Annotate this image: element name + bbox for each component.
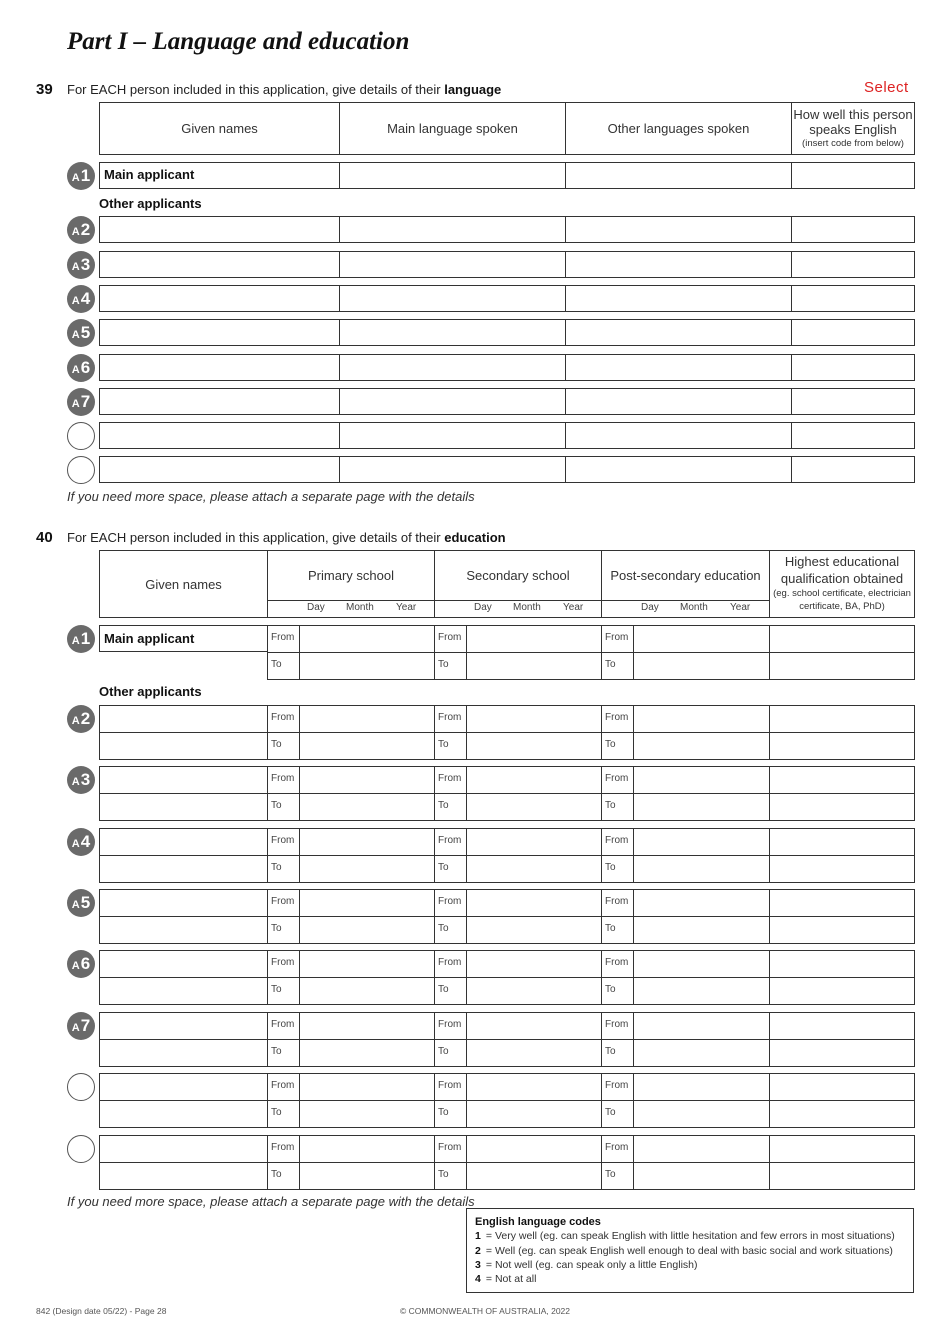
english-code-input[interactable]: [791, 251, 915, 278]
applicant-badge: [67, 319, 95, 347]
to-label: To: [605, 739, 616, 750]
applicant-badge: [67, 705, 95, 733]
date-to-input[interactable]: [466, 793, 602, 821]
given-names-input[interactable]: [99, 1162, 268, 1190]
main-language-input[interactable]: [339, 251, 566, 278]
applicant-badge: [67, 625, 95, 653]
from-label: From: [271, 712, 295, 723]
applicant-badge: [67, 1135, 95, 1163]
date-label-day: Day: [641, 602, 659, 613]
main-language-input[interactable]: [339, 216, 566, 243]
applicant-badge: [67, 422, 95, 450]
footer-center: © COMMONWEALTH OF AUSTRALIA, 2022: [400, 1306, 570, 1316]
from-label: From: [438, 896, 462, 907]
main-language-input[interactable]: [339, 162, 566, 189]
to-label: To: [271, 800, 282, 811]
question-39-text: [67, 82, 501, 97]
code-number: 2: [475, 1244, 481, 1257]
from-label: From: [605, 712, 629, 723]
badge-prefix: A: [71, 1022, 80, 1034]
date-from-input[interactable]: [633, 1135, 770, 1163]
from-label: From: [271, 1080, 295, 1091]
other-languages-input[interactable]: [565, 456, 792, 483]
to-label: To: [438, 800, 449, 811]
date-from-input[interactable]: [466, 1073, 602, 1101]
header-highest-line3: (eg. school certificate, electrician: [773, 588, 911, 599]
header-how-well-line1: How well this person: [793, 107, 913, 122]
to-label: To: [605, 1046, 616, 1057]
given-names-input[interactable]: [99, 1012, 268, 1040]
to-label: To: [605, 984, 616, 995]
other-languages-input[interactable]: [565, 319, 792, 346]
given-names-input[interactable]: [99, 828, 268, 856]
header-secondary: Secondary school: [466, 567, 570, 583]
to-label: To: [605, 659, 616, 670]
header-other-languages: Other languages spoken: [607, 121, 750, 136]
date-label-year: Year: [563, 602, 584, 613]
code-text: = Well (eg. can speak English well enough to deal with basic social and work situations): [485, 1244, 893, 1257]
date-to-input[interactable]: [299, 1039, 435, 1067]
question-40-text-prefix: For EACH person included in this application, give details of their: [67, 530, 441, 545]
header-given-names-40: Given names: [145, 576, 222, 592]
badge-number: 3: [80, 770, 91, 789]
question-39-number: 39: [36, 81, 53, 98]
given-names-input[interactable]: [99, 388, 340, 415]
other-applicants-label-40: Other applicants: [99, 684, 202, 699]
badge-number: 6: [80, 954, 91, 973]
code-text: = Not well (eg. can speak only a little English): [485, 1258, 698, 1271]
badge-prefix: A: [71, 838, 80, 850]
to-label: To: [605, 800, 616, 811]
qualification-input[interactable]: [769, 916, 915, 944]
qualification-input[interactable]: [769, 652, 915, 680]
from-label: From: [605, 1142, 629, 1153]
header-how-well-line2: speaks English: [809, 122, 897, 137]
badge-prefix: A: [71, 172, 80, 184]
qualification-input[interactable]: [769, 793, 915, 821]
question-39-text-prefix: For EACH person included in this application, give details of their: [67, 82, 441, 97]
main-language-input[interactable]: [339, 319, 566, 346]
date-to-input[interactable]: [466, 916, 602, 944]
question-40-number: 40: [36, 529, 53, 546]
qualification-input[interactable]: [769, 1012, 915, 1040]
date-from-input[interactable]: [633, 705, 770, 733]
from-label: From: [605, 1019, 629, 1030]
to-label: To: [438, 923, 449, 934]
english-code-row: [475, 1272, 905, 1286]
from-label: From: [438, 712, 462, 723]
badge-number: 1: [80, 166, 91, 185]
applicant-badge: [67, 889, 95, 917]
from-label: From: [605, 957, 629, 968]
date-from-input[interactable]: [299, 828, 435, 856]
date-from-input[interactable]: [633, 766, 770, 794]
header-how-well: [791, 102, 915, 155]
date-from-input[interactable]: [633, 828, 770, 856]
header-highest-line1: Highest educational: [784, 554, 900, 569]
qualification-input[interactable]: [769, 977, 915, 1005]
to-label: To: [438, 659, 449, 670]
qualification-input[interactable]: [769, 625, 915, 653]
english-code-input[interactable]: [791, 285, 915, 312]
main-applicant-label-40: Main applicant: [104, 631, 195, 646]
english-code-input[interactable]: [791, 354, 915, 381]
from-label: From: [438, 1142, 462, 1153]
from-label: From: [605, 1080, 629, 1091]
given-names-input[interactable]: [99, 732, 268, 760]
date-from-input[interactable]: [466, 766, 602, 794]
badge-number: 2: [80, 709, 91, 728]
main-applicant-label-39: Main applicant: [104, 167, 195, 182]
footer-left: 842 (Design date 05/22) - Page 28: [36, 1306, 167, 1316]
qualification-input[interactable]: [769, 1135, 915, 1163]
main-language-input[interactable]: [339, 354, 566, 381]
to-label: To: [271, 659, 282, 670]
qualification-input[interactable]: [769, 732, 915, 760]
date-to-input[interactable]: [633, 652, 770, 680]
date-to-input[interactable]: [633, 732, 770, 760]
from-label: From: [271, 773, 295, 784]
to-label: To: [271, 923, 282, 934]
english-code-input[interactable]: [791, 456, 915, 483]
given-names-input[interactable]: [99, 1100, 268, 1128]
to-label: To: [271, 862, 282, 873]
other-languages-input[interactable]: [565, 162, 792, 189]
date-label-month: Month: [680, 602, 708, 613]
badge-number: 7: [80, 392, 91, 411]
date-from-input[interactable]: [633, 1073, 770, 1101]
select-button[interactable]: Select: [864, 79, 909, 96]
english-codes-title: English language codes: [475, 1216, 601, 1228]
date-from-input[interactable]: [299, 1135, 435, 1163]
qualification-input[interactable]: [769, 766, 915, 794]
english-code-row: [475, 1258, 905, 1272]
given-names-input[interactable]: [99, 285, 340, 312]
from-label: From: [438, 773, 462, 784]
applicant-badge: [67, 1012, 95, 1040]
date-from-input[interactable]: [299, 625, 435, 653]
applicant-badge: [67, 162, 95, 190]
to-label: To: [271, 984, 282, 995]
date-from-input[interactable]: [633, 625, 770, 653]
badge-number: 7: [80, 1016, 91, 1035]
date-to-input[interactable]: [633, 793, 770, 821]
english-code-row: [475, 1229, 905, 1243]
date-from-input[interactable]: [299, 705, 435, 733]
date-from-input[interactable]: [633, 1012, 770, 1040]
header-highest-line4: certificate, BA, PhD): [799, 601, 885, 612]
applicant-badge: [67, 251, 95, 279]
given-names-input[interactable]: [99, 456, 340, 483]
date-from-input[interactable]: [633, 950, 770, 978]
from-label: From: [438, 1080, 462, 1091]
header-primary: Primary school: [308, 567, 394, 583]
qualification-input[interactable]: [769, 950, 915, 978]
to-label: To: [438, 1107, 449, 1118]
from-label: From: [271, 896, 295, 907]
given-names-input[interactable]: [99, 705, 268, 733]
from-label: From: [438, 632, 462, 643]
to-label: To: [438, 1169, 449, 1180]
applicant-badge: [67, 766, 95, 794]
badge-number: 4: [80, 832, 91, 851]
date-to-input[interactable]: [299, 977, 435, 1005]
header-divider: [267, 600, 770, 601]
badge-prefix: A: [71, 635, 80, 647]
badge-prefix: A: [71, 715, 80, 727]
from-label: From: [438, 835, 462, 846]
qualification-input[interactable]: [769, 1073, 915, 1101]
english-code-input[interactable]: [791, 319, 915, 346]
main-language-input[interactable]: [339, 456, 566, 483]
date-to-input[interactable]: [299, 855, 435, 883]
given-names-input[interactable]: [99, 354, 340, 381]
other-languages-input[interactable]: [565, 216, 792, 243]
header-how-well-line3: (insert code from below): [802, 138, 904, 149]
given-names-input[interactable]: [99, 1073, 268, 1101]
given-names-input[interactable]: [99, 1039, 268, 1067]
code-text: = Not at all: [485, 1273, 537, 1286]
badge-prefix: A: [71, 226, 80, 238]
date-to-input[interactable]: [299, 793, 435, 821]
main-language-input[interactable]: [339, 388, 566, 415]
to-label: To: [605, 1107, 616, 1118]
date-to-input[interactable]: [633, 855, 770, 883]
given-names-input[interactable]: [99, 855, 268, 883]
date-from-input[interactable]: [466, 705, 602, 733]
from-label: From: [271, 632, 295, 643]
given-names-input[interactable]: [99, 216, 340, 243]
to-label: To: [271, 1169, 282, 1180]
badge-number: 1: [80, 629, 91, 648]
to-label: To: [438, 1046, 449, 1057]
date-label-day: Day: [474, 602, 492, 613]
from-label: From: [271, 957, 295, 968]
badge-number: 3: [80, 255, 91, 274]
other-languages-input[interactable]: [565, 354, 792, 381]
to-label: To: [271, 739, 282, 750]
date-to-input[interactable]: [466, 1100, 602, 1128]
applicant-badge: [67, 1073, 95, 1101]
date-label-year: Year: [396, 602, 417, 613]
to-label: To: [271, 1046, 282, 1057]
header-given-names: Given names: [181, 121, 258, 136]
qualification-input[interactable]: [769, 1162, 915, 1190]
header-highest-qualification: [769, 553, 915, 613]
header-post-secondary: Post-secondary education: [610, 567, 761, 583]
badge-number: 5: [80, 323, 91, 342]
date-label-month: Month: [513, 602, 541, 613]
code-number: 4: [475, 1273, 481, 1286]
from-label: From: [438, 957, 462, 968]
date-to-input[interactable]: [466, 1162, 602, 1190]
date-to-input[interactable]: [466, 977, 602, 1005]
date-to-input[interactable]: [299, 1162, 435, 1190]
date-from-input[interactable]: [633, 889, 770, 917]
qualification-input[interactable]: [769, 1039, 915, 1067]
question-40-text-bold: education: [444, 530, 506, 545]
given-names-input[interactable]: [99, 950, 268, 978]
code-text: = Very well (eg. can speak English with little hesitation and few errors in most situations): [485, 1230, 895, 1243]
date-to-input[interactable]: [633, 1039, 770, 1067]
main-language-input[interactable]: [339, 285, 566, 312]
to-label: To: [438, 984, 449, 995]
date-from-input[interactable]: [299, 1073, 435, 1101]
from-label: From: [438, 1019, 462, 1030]
date-to-input[interactable]: [299, 916, 435, 944]
from-label: From: [605, 632, 629, 643]
date-from-input[interactable]: [299, 1012, 435, 1040]
other-languages-input[interactable]: [565, 422, 792, 449]
badge-prefix: A: [71, 960, 80, 972]
english-code-row: [475, 1244, 905, 1258]
from-label: From: [605, 773, 629, 784]
qualification-input[interactable]: [769, 1100, 915, 1128]
qualification-input[interactable]: [769, 889, 915, 917]
main-language-input[interactable]: [339, 422, 566, 449]
date-from-input[interactable]: [466, 950, 602, 978]
date-to-input[interactable]: [633, 1162, 770, 1190]
to-label: To: [605, 923, 616, 934]
english-code-input[interactable]: [791, 216, 915, 243]
question-40-text: [67, 530, 506, 545]
applicant-badge: [67, 285, 95, 313]
date-to-input[interactable]: [466, 732, 602, 760]
header-main-language: Main language spoken: [387, 121, 518, 136]
date-from-input[interactable]: [466, 625, 602, 653]
badge-prefix: A: [71, 295, 80, 307]
applicant-badge: [67, 216, 95, 244]
date-to-input[interactable]: [299, 732, 435, 760]
other-languages-input[interactable]: [565, 285, 792, 312]
date-from-input[interactable]: [299, 950, 435, 978]
date-from-input[interactable]: [466, 1012, 602, 1040]
badge-prefix: A: [71, 364, 80, 376]
badge-number: 2: [80, 220, 91, 239]
to-label: To: [438, 862, 449, 873]
qualification-input[interactable]: [769, 705, 915, 733]
other-applicants-label-39: Other applicants: [99, 196, 202, 211]
date-from-input[interactable]: [299, 766, 435, 794]
code-number: 1: [475, 1230, 481, 1243]
other-languages-input[interactable]: [565, 251, 792, 278]
given-names-input[interactable]: [99, 251, 340, 278]
date-from-input[interactable]: [299, 889, 435, 917]
applicant-badge: [67, 828, 95, 856]
given-names-input[interactable]: [99, 319, 340, 346]
more-space-note-40: If you need more space, please attach a separate page with the details: [67, 1194, 475, 1209]
badge-prefix: A: [71, 261, 80, 273]
from-label: From: [605, 835, 629, 846]
other-languages-input[interactable]: [565, 388, 792, 415]
from-label: From: [271, 835, 295, 846]
qualification-input[interactable]: [769, 828, 915, 856]
given-names-input[interactable]: [99, 916, 268, 944]
english-code-input[interactable]: [791, 422, 915, 449]
given-names-input[interactable]: [99, 1135, 268, 1163]
english-language-codes: [466, 1208, 914, 1293]
badge-prefix: A: [71, 398, 80, 410]
from-label: From: [271, 1142, 295, 1153]
badge-prefix: A: [71, 329, 80, 341]
date-to-input[interactable]: [633, 977, 770, 1005]
date-to-input[interactable]: [299, 652, 435, 680]
code-number: 3: [475, 1258, 481, 1271]
date-to-input[interactable]: [633, 916, 770, 944]
from-label: From: [605, 896, 629, 907]
date-from-input[interactable]: [466, 1135, 602, 1163]
given-names-input[interactable]: [99, 422, 340, 449]
date-from-input[interactable]: [466, 828, 602, 856]
header-highest-line2: qualification obtained: [780, 571, 904, 586]
question-39-text-bold: language: [444, 82, 502, 97]
date-from-input[interactable]: [466, 889, 602, 917]
more-space-note-39: If you need more space, please attach a separate page with the details: [67, 489, 475, 504]
date-to-input[interactable]: [633, 1100, 770, 1128]
given-names-input[interactable]: [99, 889, 268, 917]
date-to-input[interactable]: [299, 1100, 435, 1128]
applicant-badge: [67, 354, 95, 382]
to-label: To: [605, 862, 616, 873]
date-label-year: Year: [730, 602, 751, 613]
date-label-day: Day: [307, 602, 325, 613]
from-label: From: [271, 1019, 295, 1030]
badge-prefix: A: [71, 899, 80, 911]
applicant-badge: [67, 388, 95, 416]
qualification-input[interactable]: [769, 855, 915, 883]
given-names-input[interactable]: [99, 977, 268, 1005]
date-to-input[interactable]: [466, 652, 602, 680]
date-to-input[interactable]: [466, 855, 602, 883]
badge-number: 6: [80, 358, 91, 377]
english-code-input[interactable]: [791, 162, 915, 189]
badge-prefix: A: [71, 776, 80, 788]
applicant-badge: [67, 950, 95, 978]
applicant-badge: [67, 456, 95, 484]
badge-number: 4: [80, 289, 91, 308]
date-label-month: Month: [346, 602, 374, 613]
to-label: To: [271, 1107, 282, 1118]
to-label: To: [438, 739, 449, 750]
page-title: Part I – Language and education: [67, 28, 410, 55]
to-label: To: [605, 1169, 616, 1180]
badge-number: 5: [80, 893, 91, 912]
given-names-input[interactable]: [99, 766, 268, 794]
english-code-input[interactable]: [791, 388, 915, 415]
date-to-input[interactable]: [466, 1039, 602, 1067]
given-names-input[interactable]: [99, 793, 268, 821]
